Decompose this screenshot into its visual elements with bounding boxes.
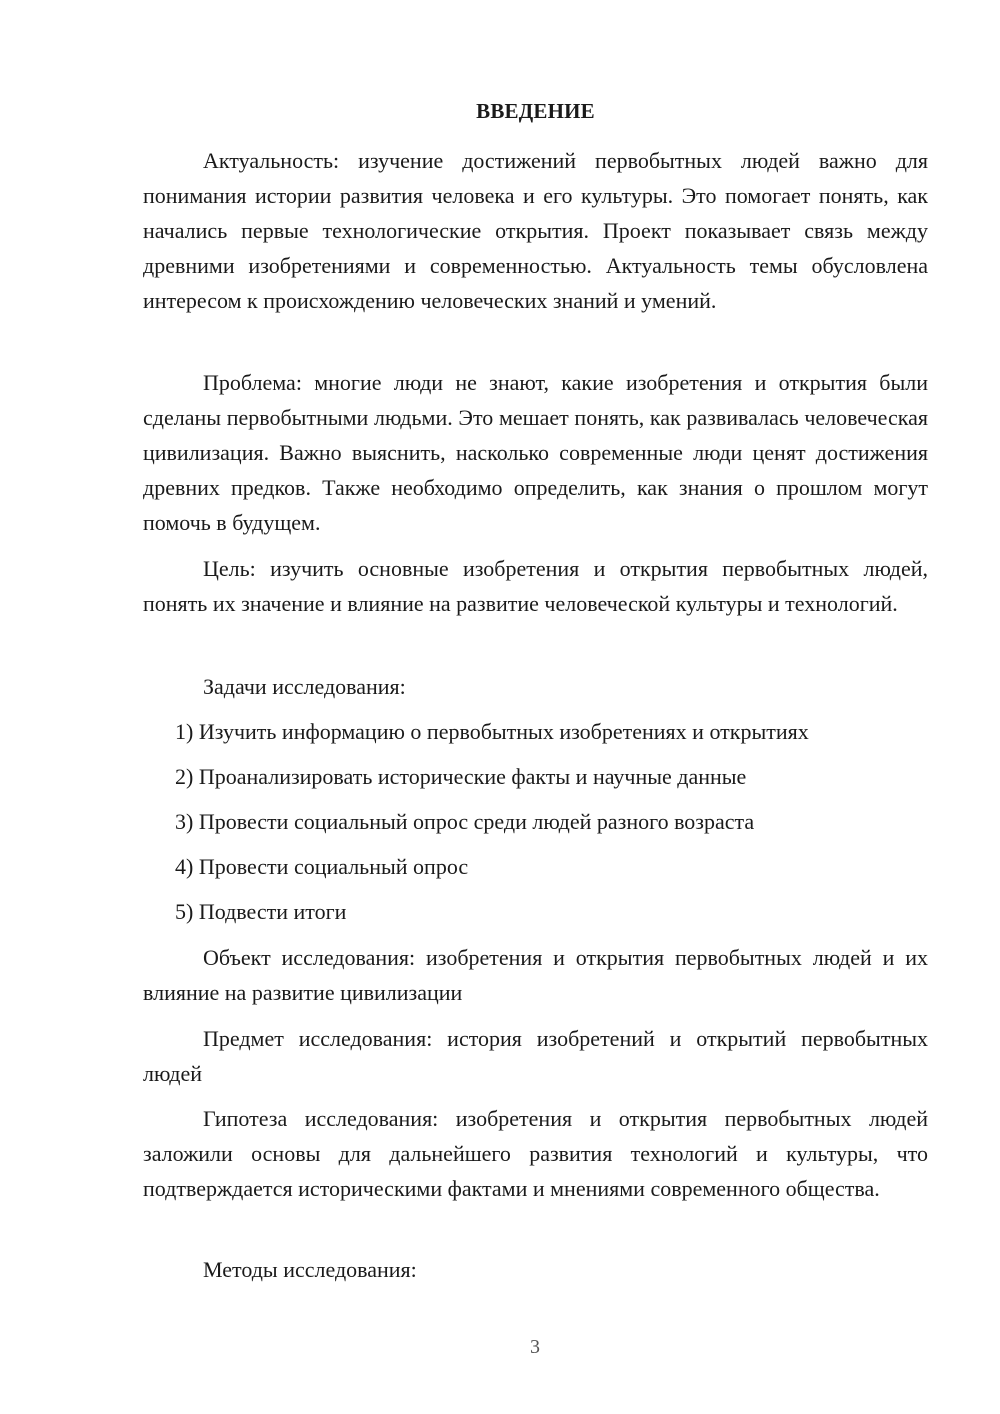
object-paragraph: Объект исследования: изобретения и открытия первобытных людей и их влияние на развитие цивилизации xyxy=(143,945,928,1005)
relevance-paragraph: Актуальность: изучение достижений первобытных людей важно для понимания истории развития человека и его культуры. Это помогает понять, как начались первые технологические открытия. Проект показывает связь между древними изобретениями и современностью. Актуальность темы обусловлена интересом к происхождению человеческих знаний и умений. xyxy=(143,148,928,313)
methods-heading: Методы исследования: xyxy=(203,1257,417,1282)
section-title: ВВЕДЕНИЕ xyxy=(476,99,595,123)
task-item-5: 5) Подвести итоги xyxy=(175,899,347,924)
task-item-2: 2) Проанализировать исторические факты и научные данные xyxy=(175,764,747,789)
task-item-3: 3) Провести социальный опрос среди людей разного возраста xyxy=(175,809,755,834)
goal-paragraph: Цель: изучить основные изобретения и открытия первобытных людей, понять их значение и влияние на развитие человеческой культуры и технологий. xyxy=(143,556,928,616)
task-item-4: 4) Провести социальный опрос xyxy=(175,854,469,879)
page-number: 3 xyxy=(530,1336,540,1358)
tasks-heading: Задачи исследования: xyxy=(203,674,406,699)
subject-paragraph: Предмет исследования: история изобретений и открытий первобытных людей xyxy=(143,1026,928,1086)
problem-paragraph: Проблема: многие люди не знают, какие изобретения и открытия были сделаны первобытными людьми. Это мешает понять, как развивалась человеческая цивилизация. Важно выяснить, насколько современные люди ценят достижения древних предков. Также необходимо определить, как знания о прошлом могут помочь в будущем. xyxy=(143,370,928,535)
hypothesis-paragraph: Гипотеза исследования: изобретения и открытия первобытных людей заложили основы для дальнейшего развития технологий и культуры, что подтверждается историческими фактами и мнениями современного общества. xyxy=(143,1106,928,1201)
task-item-1: 1) Изучить информацию о первобытных изобретениях и открытиях xyxy=(175,719,809,744)
